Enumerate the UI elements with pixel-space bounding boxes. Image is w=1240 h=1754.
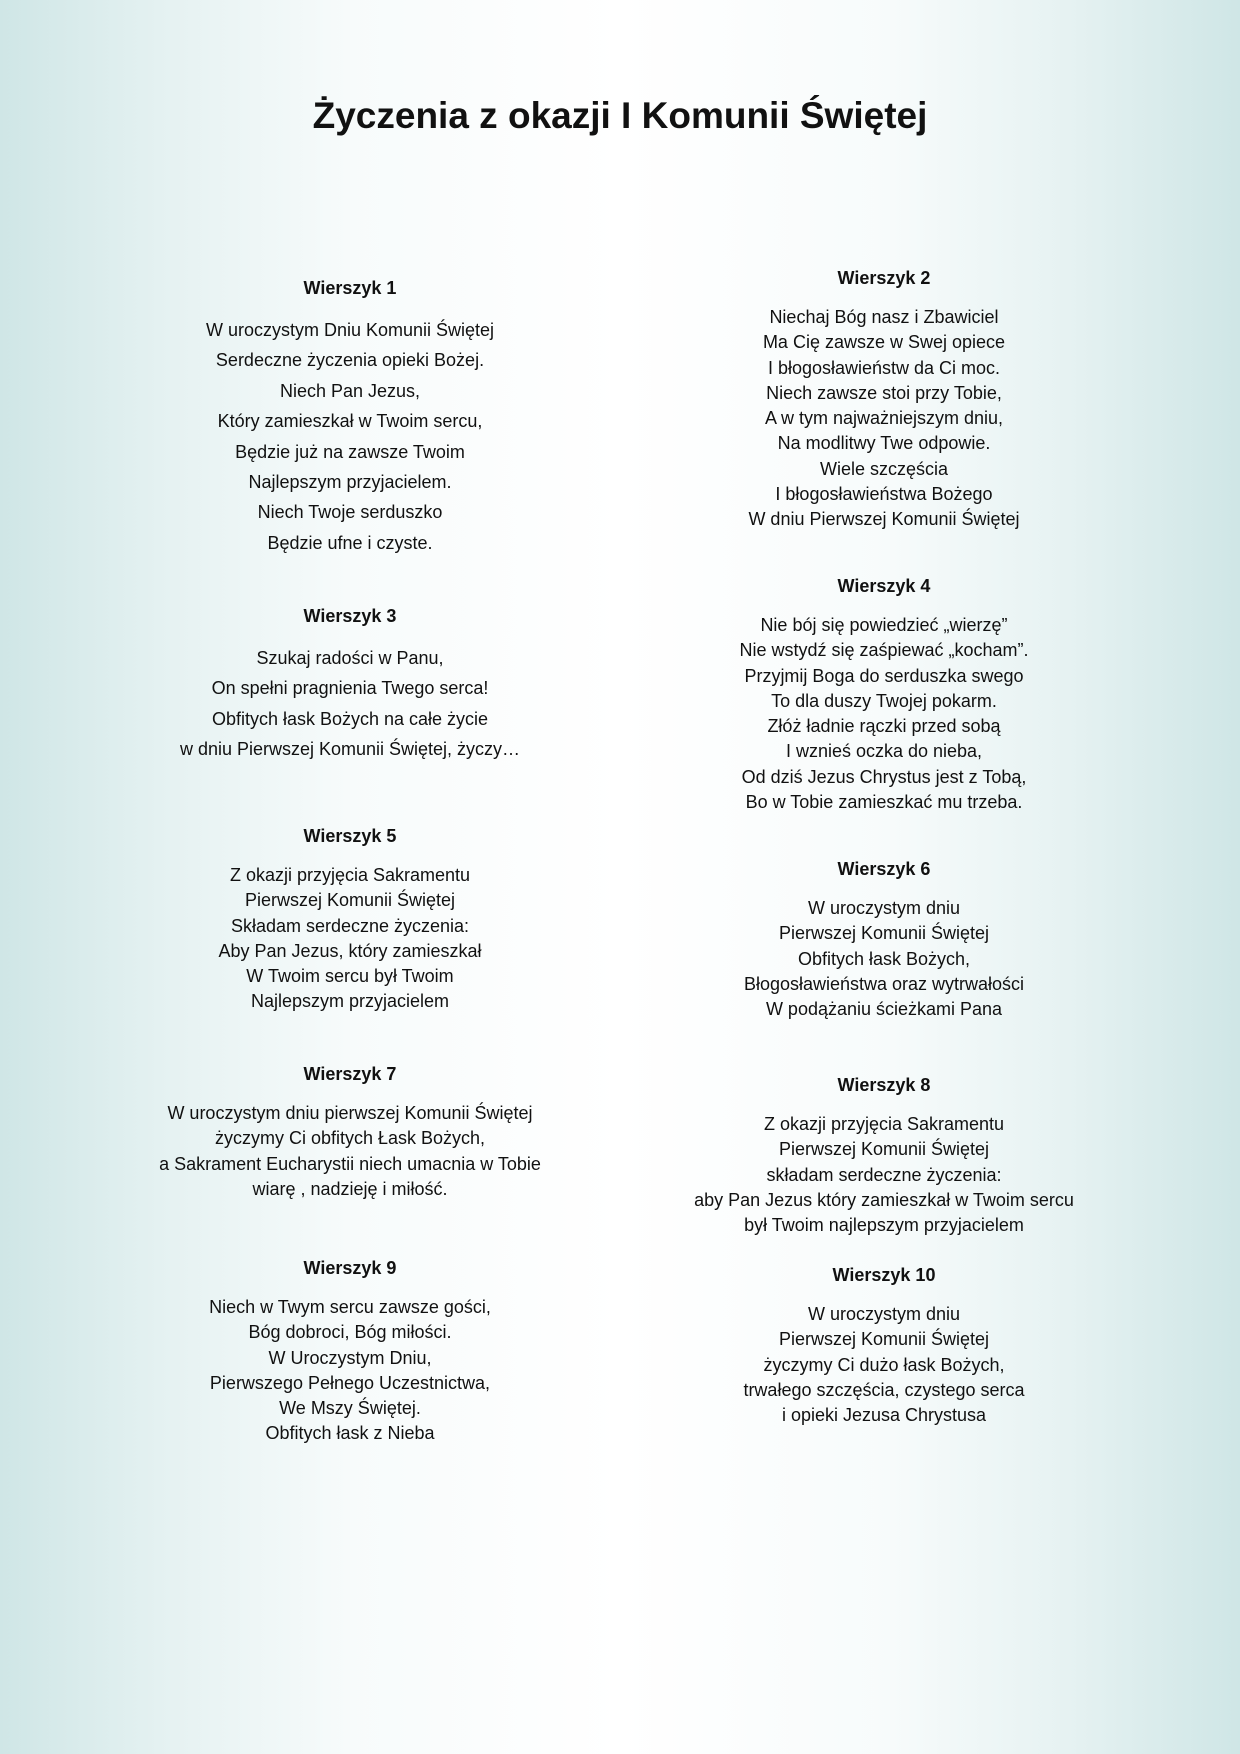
poem-7	[100, 1063, 600, 1202]
poem-line: Nie wstydź się zaśpiewać „kocham”.	[739, 640, 1029, 661]
poem-heading: Wierszyk 8	[837, 1075, 931, 1095]
poem-line: Aby Pan Jezus, który zamieszkał	[218, 940, 482, 961]
poem-8	[634, 1074, 1134, 1238]
poem-lines	[100, 1295, 600, 1447]
poem-heading: Wierszyk 5	[303, 826, 397, 846]
poem-line: i opieki Jezusa Chrystusa	[781, 1405, 987, 1426]
poem-line: Pierwszej Komunii Świętej	[778, 1139, 990, 1160]
poem-heading: Wierszyk 7	[303, 1064, 397, 1084]
poem-line: składam serdeczne życzenia:	[766, 1164, 1002, 1185]
poem-10	[634, 1264, 1134, 1428]
poem-line: We Mszy Świętej.	[279, 1398, 421, 1419]
poem-line: W uroczystym dniu	[807, 1304, 961, 1324]
poem-line: Niech w Twym sercu zawsze gości,	[209, 1297, 491, 1317]
poem-line: Bo w Tobie zamieszkać mu trzeba.	[745, 792, 1023, 813]
poem-2	[634, 267, 1134, 533]
poem-line: Bóg dobroci, Bóg miłości.	[248, 1322, 452, 1343]
poem-line: To dla duszy Twojej pokarm.	[771, 690, 997, 711]
poem-6	[634, 858, 1134, 1022]
poem-line: W uroczystym dniu	[807, 898, 961, 918]
poem-9	[100, 1257, 600, 1447]
poem-line: a Sakrament Eucharystii niech umacnia w Tobie	[159, 1153, 541, 1174]
poem-line: Wiele szczęścia	[819, 458, 949, 479]
poem-line: Serdeczne życzenia opieki Bożej.	[215, 350, 485, 371]
poem-heading: Wierszyk 10	[832, 1265, 936, 1285]
poem-lines	[634, 1302, 1134, 1428]
poem-line: Szukaj radości w Panu,	[256, 648, 444, 668]
poem-1	[100, 277, 600, 558]
poem-line: Który zamieszkał w Twoim sercu,	[217, 411, 483, 432]
poem-line: Niech Pan Jezus,	[279, 380, 421, 401]
poem-lines	[100, 863, 600, 1015]
poem-line: Obfitych łask Bożych,	[797, 948, 971, 969]
poem-line: Będzie już na zawsze Twoim	[235, 441, 465, 462]
poem-lines	[634, 896, 1134, 1022]
poem-line: I błogosławieństw da Ci moc.	[767, 357, 1001, 378]
poem-line: W uroczystym Dniu Komunii Świętej	[205, 320, 495, 340]
poem-line: W podążaniu ścieżkami Pana	[765, 999, 1003, 1020]
poem-4	[634, 575, 1134, 815]
poem-line: Z okazji przyjęcia Sakramentu	[229, 865, 471, 885]
poem-line: trwałego szczęścia, czystego serca	[743, 1379, 1025, 1400]
poem-line: Niech Twoje serduszko	[257, 502, 443, 523]
poem-line: Ma Cię zawsze w Swej opiece	[762, 332, 1006, 353]
poem-line: Obfitych łask z Nieba	[265, 1423, 435, 1444]
poem-line: W uroczystym dniu pierwszej Komunii Świętej	[167, 1103, 533, 1123]
poem-lines	[100, 643, 600, 765]
poem-heading: Wierszyk 2	[837, 268, 931, 288]
poem-line: Nie bój się powiedzieć „wierzę”	[760, 615, 1008, 635]
poem-line: Pierwszej Komunii Świętej	[778, 1329, 990, 1350]
poem-lines	[100, 1101, 600, 1202]
poem-line: aby Pan Jezus który zamieszkał w Twoim sercu	[694, 1189, 1074, 1210]
page-title: Życzenia z okazji I Komunii Świętej	[312, 95, 928, 136]
poem-line: wiarę , nadzieję i miłość.	[252, 1178, 448, 1199]
poem-line: życzymy Ci obfitych Łask Bożych,	[214, 1128, 486, 1149]
poem-line: W Twoim sercu był Twoim	[246, 966, 454, 987]
poem-heading: Wierszyk 4	[837, 576, 931, 596]
poem-line: Niech zawsze stoi przy Tobie,	[766, 382, 1002, 403]
poem-lines	[634, 613, 1134, 815]
poem-line: Pierwszej Komunii Świętej	[778, 923, 990, 944]
poem-line: W Uroczystym Dniu,	[268, 1347, 432, 1368]
poem-line: A w tym najważniejszym dniu,	[764, 408, 1004, 429]
poem-line: W dniu Pierwszej Komunii Świętej	[748, 509, 1020, 530]
poem-line: Będzie ufne i czyste.	[267, 532, 433, 553]
poem-line: I błogosławieństwa Bożego	[775, 484, 993, 505]
poem-line: Złóż ładnie rączki przed sobą	[767, 716, 1001, 737]
poem-line: Na modlitwy Twe odpowie.	[777, 433, 991, 454]
poem-line: życzymy Ci dużo łask Bożych,	[763, 1354, 1005, 1375]
poem-line: był Twoim najlepszym przyjacielem	[744, 1215, 1024, 1236]
poem-line: Pierwszego Pełnego Uczestnictwa,	[209, 1372, 491, 1393]
poem-heading: Wierszyk 3	[303, 606, 397, 626]
poem-line: Od dziś Jezus Chrystus jest z Tobą,	[741, 766, 1027, 787]
poem-line: Najlepszym przyjacielem	[250, 991, 450, 1012]
poem-line: Pierwszej Komunii Świętej	[244, 890, 456, 911]
poem-line: Składam serdeczne życzenia:	[230, 915, 470, 936]
poem-3	[100, 605, 600, 765]
poem-line: I wznieś oczka do nieba,	[785, 741, 983, 762]
poem-heading: Wierszyk 9	[303, 1258, 397, 1278]
poem-5	[100, 825, 600, 1015]
poem-line: Błogosławieństwa oraz wytrwałości	[743, 973, 1025, 994]
poem-heading: Wierszyk 1	[303, 278, 397, 298]
poem-heading: Wierszyk 6	[837, 859, 931, 879]
poem-lines	[634, 1112, 1134, 1238]
poem-line: Z okazji przyjęcia Sakramentu	[763, 1114, 1005, 1134]
poem-lines	[100, 315, 600, 558]
poem-line: Obfitych łask Bożych na całe życie	[211, 708, 489, 729]
poem-line: Przyjmij Boga do serduszka swego	[744, 665, 1024, 686]
poem-line: On spełni pragnienia Twego serca!	[211, 678, 489, 699]
poem-line: w dniu Pierwszej Komunii Świętej, życzy…	[179, 739, 521, 760]
poem-line: Najlepszym przyjacielem.	[248, 472, 452, 493]
poem-line: Niechaj Bóg nasz i Zbawiciel	[769, 307, 999, 327]
poem-lines	[634, 305, 1134, 533]
